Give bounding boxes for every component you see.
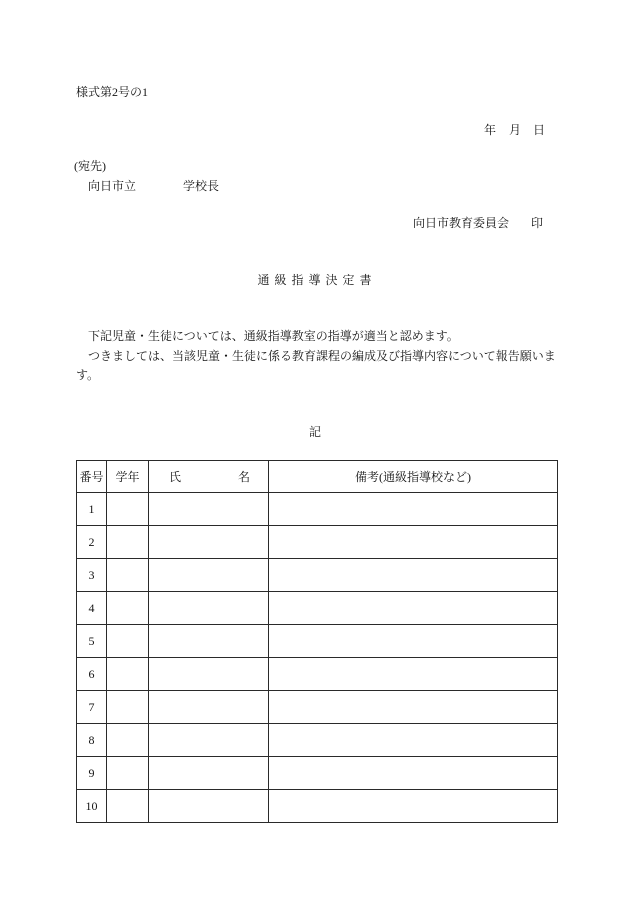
issuer-name: 向日市教育委員会 xyxy=(413,216,510,230)
name-cell xyxy=(149,658,269,691)
row-number-cell: 6 xyxy=(77,658,107,691)
row-number-cell: 3 xyxy=(77,559,107,592)
header-name-second-char: 名 xyxy=(237,470,250,484)
date-day-label: 日 xyxy=(533,123,546,137)
table-body xyxy=(77,493,558,823)
row-number-cell: 7 xyxy=(77,691,107,724)
addressee-label: (宛先) xyxy=(74,159,106,173)
student-table xyxy=(76,460,558,823)
table-row xyxy=(77,790,558,823)
seal-mark: 印 xyxy=(531,216,544,230)
name-cell xyxy=(149,559,269,592)
grade-cell xyxy=(107,493,149,526)
remarks-cell xyxy=(269,526,558,559)
header-grade: 学年 xyxy=(107,461,149,493)
name-cell xyxy=(149,757,269,790)
name-cell xyxy=(149,724,269,757)
grade-cell xyxy=(107,559,149,592)
name-cell xyxy=(149,790,269,823)
remarks-cell xyxy=(269,790,558,823)
form-number: 様式第2号の1 xyxy=(76,85,149,99)
name-cell xyxy=(149,493,269,526)
table-row xyxy=(77,592,558,625)
school-prefix: 向日市立 xyxy=(88,179,137,193)
date-year-label: 年 xyxy=(484,123,497,137)
grade-cell xyxy=(107,658,149,691)
name-cell xyxy=(149,691,269,724)
remarks-cell xyxy=(269,493,558,526)
remarks-cell xyxy=(269,691,558,724)
remarks-cell xyxy=(269,757,558,790)
remarks-cell xyxy=(269,625,558,658)
school-suffix: 学校長 xyxy=(183,179,220,193)
body-line-3: す。 xyxy=(76,368,100,382)
row-number-cell: 5 xyxy=(77,625,107,658)
row-number-cell: 2 xyxy=(77,526,107,559)
header-name xyxy=(149,461,269,493)
row-number-cell: 1 xyxy=(77,493,107,526)
table-header-row xyxy=(77,461,558,493)
remarks-cell xyxy=(269,559,558,592)
grade-cell xyxy=(107,724,149,757)
table-row xyxy=(77,757,558,790)
name-cell xyxy=(149,592,269,625)
table-row xyxy=(77,658,558,691)
date-month-label: 月 xyxy=(509,123,522,137)
table-row xyxy=(77,691,558,724)
grade-cell xyxy=(107,790,149,823)
table-row xyxy=(77,559,558,592)
header-remarks: 備考(通級指導校など) xyxy=(269,461,558,493)
name-cell xyxy=(149,526,269,559)
record-mark: 記 xyxy=(308,425,321,439)
name-cell xyxy=(149,625,269,658)
body-line-2: つきましては、当該児童・生徒に係る教育課程の編成及び指導内容について報告願いま xyxy=(88,349,556,363)
remarks-cell xyxy=(269,724,558,757)
remarks-cell xyxy=(269,592,558,625)
row-number-cell: 8 xyxy=(77,724,107,757)
table-row xyxy=(77,625,558,658)
row-number-cell: 10 xyxy=(77,790,107,823)
table-row xyxy=(77,493,558,526)
grade-cell xyxy=(107,757,149,790)
row-number-cell: 9 xyxy=(77,757,107,790)
header-name-first-char: 氏 xyxy=(169,470,182,484)
grade-cell xyxy=(107,592,149,625)
remarks-cell xyxy=(269,658,558,691)
header-number: 番号 xyxy=(77,461,107,493)
grade-cell xyxy=(107,625,149,658)
grade-cell xyxy=(107,691,149,724)
row-number-cell: 4 xyxy=(77,592,107,625)
table-row xyxy=(77,526,558,559)
grade-cell xyxy=(107,526,149,559)
document-title: 通 級 指 導 決 定 書 xyxy=(257,273,373,287)
table-row xyxy=(77,724,558,757)
body-line-1: 下記児童・生徒については、通級指導教室の指導が適当と認めます。 xyxy=(88,329,459,343)
